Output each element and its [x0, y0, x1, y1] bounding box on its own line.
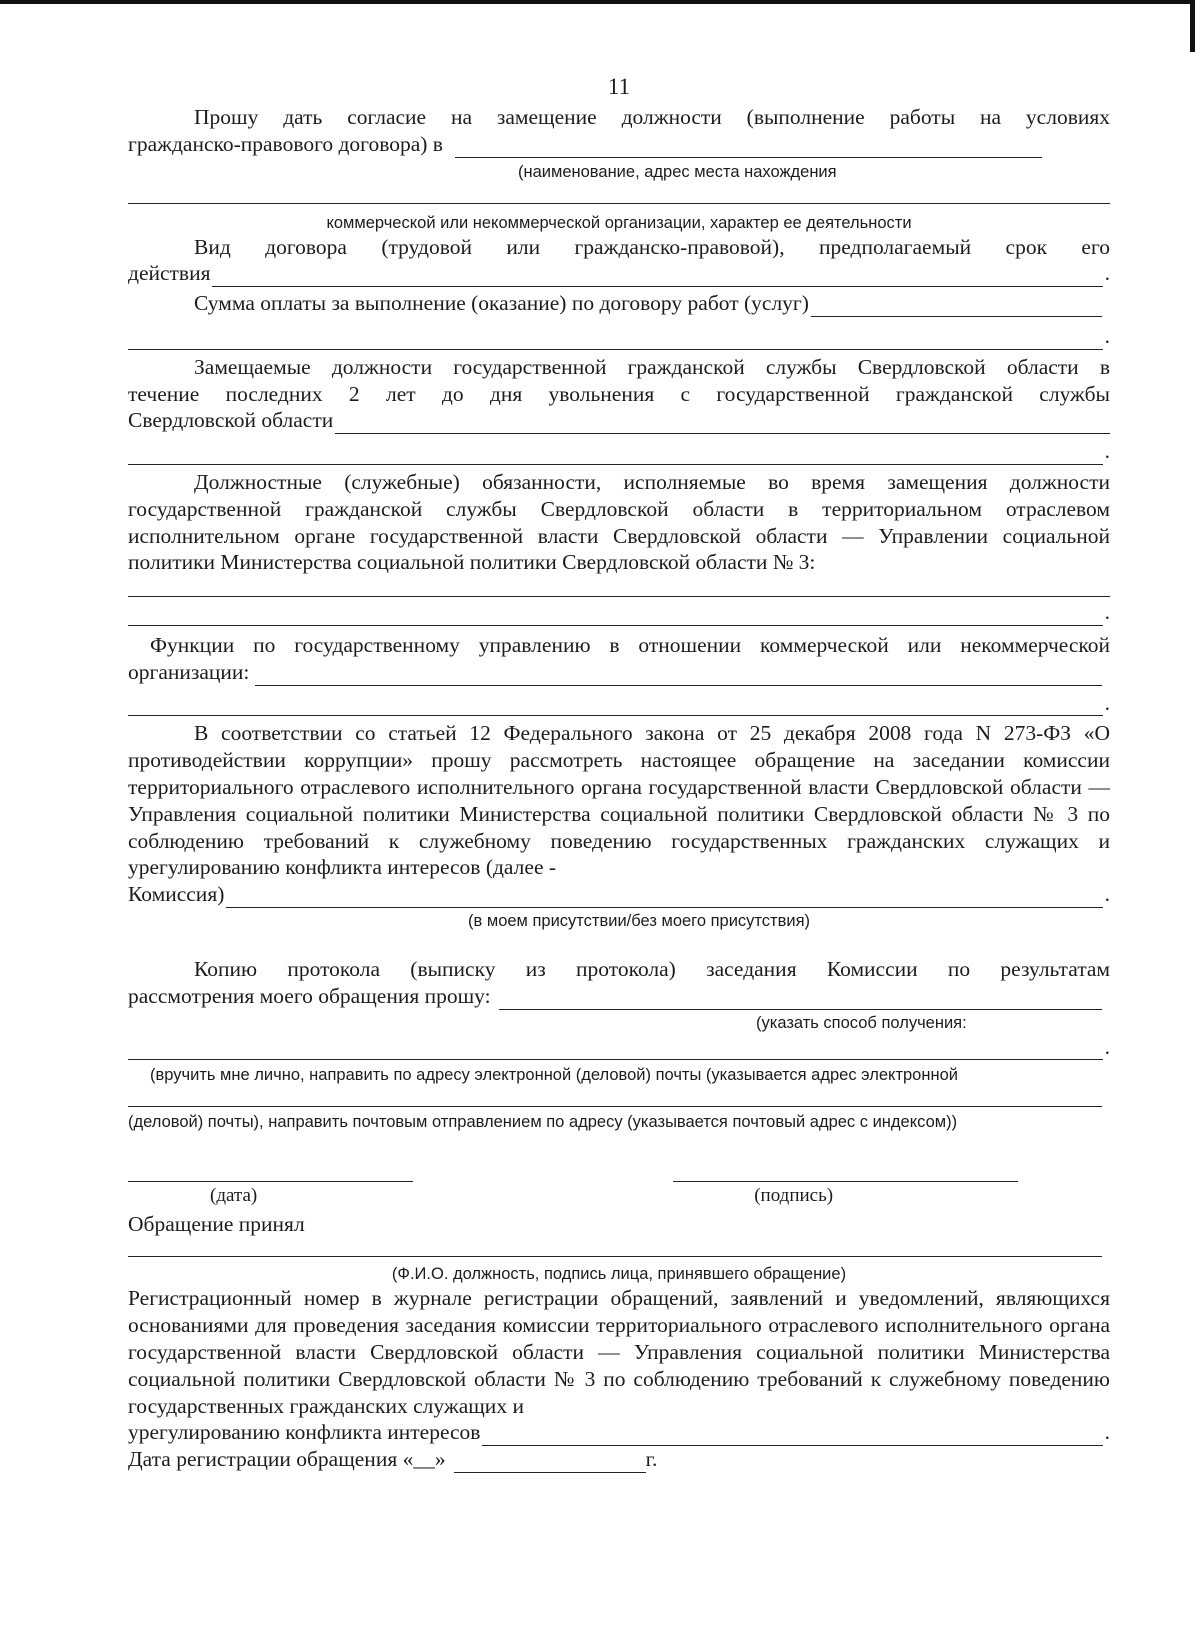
hint-accepted-by: (Ф.И.О. должность, подпись лица, принявшего обращение): [391, 1265, 847, 1284]
hint-delivery-method: (указать способ получения:: [756, 1013, 967, 1032]
hint-organization-type: коммерческой или некоммерческой организации, характер ее деятельности: [326, 213, 912, 232]
duties-field-1[interactable]: [128, 576, 1110, 597]
payment-line-2: .: [128, 323, 1110, 350]
section-registration: [128, 1285, 1110, 1473]
contract-type-line-2: действия .: [128, 261, 1110, 286]
duties-text: Должностные (служебные) обязанности, исполняемые во время замещения должности государственной гражданской службы Свердловской области в территориальном отраслевом исполнительном органе государственной власти Свердловской области — Управлении социальной политики Министерства социальной политики Свердловской области № 3:: [128, 469, 1110, 575]
document-page: [128, 70, 1110, 1473]
section-functions: [128, 632, 1110, 716]
previous-positions-line-3: Свердловской области: [128, 407, 1110, 434]
signature-labels: [128, 1182, 1110, 1210]
functions-field-2[interactable]: [128, 695, 1103, 716]
contract-type-line-1: Вид договора (трудовой или гражданско-правовой), предполагаемый срок его: [194, 234, 1110, 259]
section-contract-type: [128, 234, 1110, 288]
functions-field[interactable]: [255, 665, 1102, 686]
duties-field-2[interactable]: [128, 605, 1103, 626]
protocol-line-1: Копию протокола (выписку из протокола) заседания Комиссии по результатам: [194, 956, 1110, 981]
delivery-method-field-3[interactable]: [128, 1086, 1102, 1107]
hint-delivery-options-2: (деловой) почты), направить почтовым отправлением по адресу (указывается почтовый адрес с индексом)): [128, 1113, 958, 1132]
accepted-by-field[interactable]: [128, 1238, 1102, 1257]
organization-field[interactable]: [455, 137, 1042, 158]
signature-label: (подпись): [754, 1185, 834, 1207]
organization-field-2[interactable]: [128, 183, 1110, 204]
functions-line-2: организации:: [128, 659, 1110, 686]
functions-line-1: Функции по государственному управлению в отношении коммерческой или некоммерческой: [150, 632, 1110, 657]
contract-term-field[interactable]: [212, 266, 1102, 287]
registration-date-line: Дата регистрации обращения «__» г.: [128, 1447, 658, 1472]
delivery-method-field[interactable]: [499, 989, 1102, 1010]
protocol-line-2: рассмотрения моего обращения прошу:: [128, 983, 1110, 1010]
request-text: В соответствии со статьей 12 Федерального закона от 25 декабря 2008 года N 273-ФЗ «О противодействии коррупции» прошу рассмотреть настоящее обращение на заседании комиссии территориального отраслевого исполнительного органа государственной власти Свердловской области — Управления социальной политики Министерства социальной политики Свердловской области № 3 по соблюдению требований к служебному поведению государственных гражданских служащих и урегулированию конфликта интересов (далее -: [128, 721, 1110, 880]
section-duties: [128, 469, 1110, 626]
payment-field-2[interactable]: [128, 329, 1103, 350]
page-border-top: [0, 0, 1195, 4]
hint-organization-name: (наименование, адрес места нахождения: [518, 162, 837, 181]
presence-field[interactable]: [226, 887, 1102, 908]
registration-text: Регистрационный номер в журнале регистрации обращений, заявлений и уведомлений, являющихся основаниями для проведения заседания комиссии территориального отраслевого исполнительного органа государственной власти Свердловской области — Управления социальной политики Министерства социальной политики Свердловской области № 3 по соблюдению требований к служебному поведению государственных гражданских служащих и: [128, 1286, 1110, 1418]
section-previous-positions: [128, 354, 1110, 465]
duties-line-2: .: [128, 599, 1110, 626]
payment-field[interactable]: [811, 296, 1102, 317]
hint-presence: (в моем присутствии/без моего присутствия): [468, 911, 811, 930]
section-payment: [128, 290, 1110, 350]
delivery-method-field-2[interactable]: [128, 1039, 1103, 1060]
date-label: (дата): [210, 1185, 258, 1207]
consent-line-1: Прошу дать согласие на замещение должности (выполнение работы на условиях: [194, 105, 1110, 129]
payment-line: Сумма оплаты за выполнение (оказание) по договору работ (услуг): [128, 290, 1110, 317]
hint-delivery-options-1: (вручить мне лично, направить по адресу электронной (деловой) почты (указывается адрес электронной: [150, 1066, 958, 1085]
section-request: [128, 720, 1110, 932]
registration-date-field[interactable]: [454, 1452, 646, 1473]
previous-positions-field[interactable]: [335, 413, 1110, 434]
section-protocol-copy: [128, 956, 1110, 1133]
signature-field[interactable]: [673, 1163, 1018, 1182]
delivery-line-2: .: [128, 1034, 1110, 1061]
consent-line-2: гражданско-правового договора) в: [128, 131, 1110, 158]
functions-line-3: .: [128, 690, 1110, 717]
previous-positions-line-1: Замещаемые должности государственной гражданской службы Свердловской области в: [194, 354, 1110, 379]
registration-line-last: урегулированию конфликта интересов .: [128, 1420, 1110, 1445]
signature-lines: [128, 1163, 1110, 1182]
date-field[interactable]: [128, 1163, 413, 1182]
previous-positions-line-4: .: [128, 438, 1110, 465]
section-consent: [128, 104, 1110, 234]
previous-positions-field-2[interactable]: [128, 444, 1103, 465]
request-line-last: Комиссия) .: [128, 882, 1110, 907]
page-border-corner: [1190, 0, 1195, 52]
registration-number-field[interactable]: [482, 1425, 1102, 1446]
previous-positions-line-2: течение последних 2 лет до дня увольнения с государственной гражданской службы: [128, 381, 1110, 406]
accepted-label: Обращение принял: [128, 1212, 305, 1237]
page-number: 11: [607, 74, 631, 99]
